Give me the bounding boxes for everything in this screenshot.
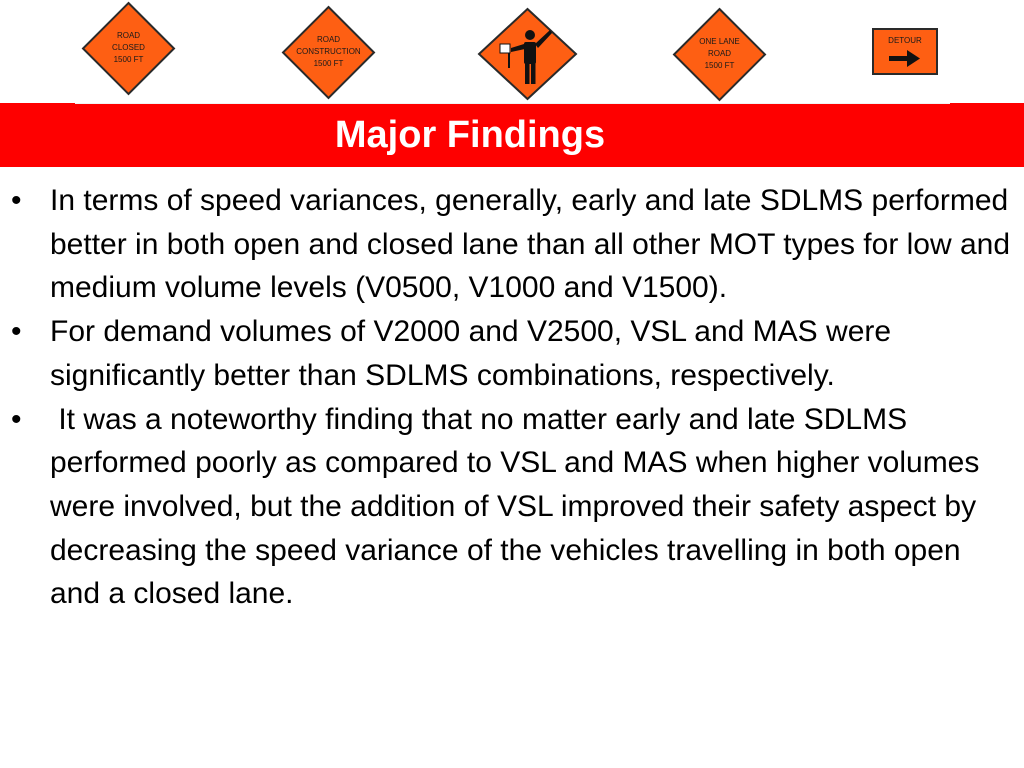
sign-line: 1500 FT (704, 61, 735, 70)
flagger-sign (478, 8, 577, 100)
bullet-icon: • (11, 315, 22, 349)
road-closed-sign (82, 2, 175, 95)
list-item (0, 179, 1024, 310)
title-divider (75, 103, 950, 104)
bullet-icon: • (11, 184, 22, 217)
list-item-text: For demand volumes of V2000 and V2500, VSL and MAS were significantly better than SDLMS combinations, respectively. (50, 315, 892, 392)
bullet-icon: • (11, 402, 22, 436)
sign-line: 1500 FT (313, 59, 344, 68)
sign-line: CLOSED (112, 43, 145, 52)
sign-line: CONSTRUCTION (296, 47, 361, 56)
one-lane-road-sign (673, 8, 766, 101)
list-item-text: In terms of speed variances, generally, early and late SDLMS performed better in both open and closed lane than all other MOT types for low and medium volume levels (V0500, V1000 and V1500). (50, 184, 1011, 305)
sign-strip (0, 0, 1024, 103)
road-construction-sign (282, 6, 375, 99)
detour-sign (872, 28, 938, 75)
list-item-text: It was a noteworthy finding that no matter early and late SDLMS performed poorly as compared to VSL and MAS when higher volumes were involved, but the addition of VSL improved their safety aspect by decreasing the speed variance of the vehicles travelling in both open and a closed lane. (50, 402, 988, 611)
page-title: Major Findings (334, 114, 606, 156)
findings-list (0, 179, 1024, 616)
sign-line: ROAD (707, 49, 732, 58)
sign-line: ROAD (116, 31, 141, 40)
sign-line: ONE LANE (699, 37, 740, 46)
list-item (0, 310, 1024, 397)
sign-line: 1500 FT (113, 55, 144, 64)
sign-line: ROAD (316, 35, 341, 44)
list-item (0, 398, 1024, 617)
sign-line: DETOUR (888, 36, 922, 45)
